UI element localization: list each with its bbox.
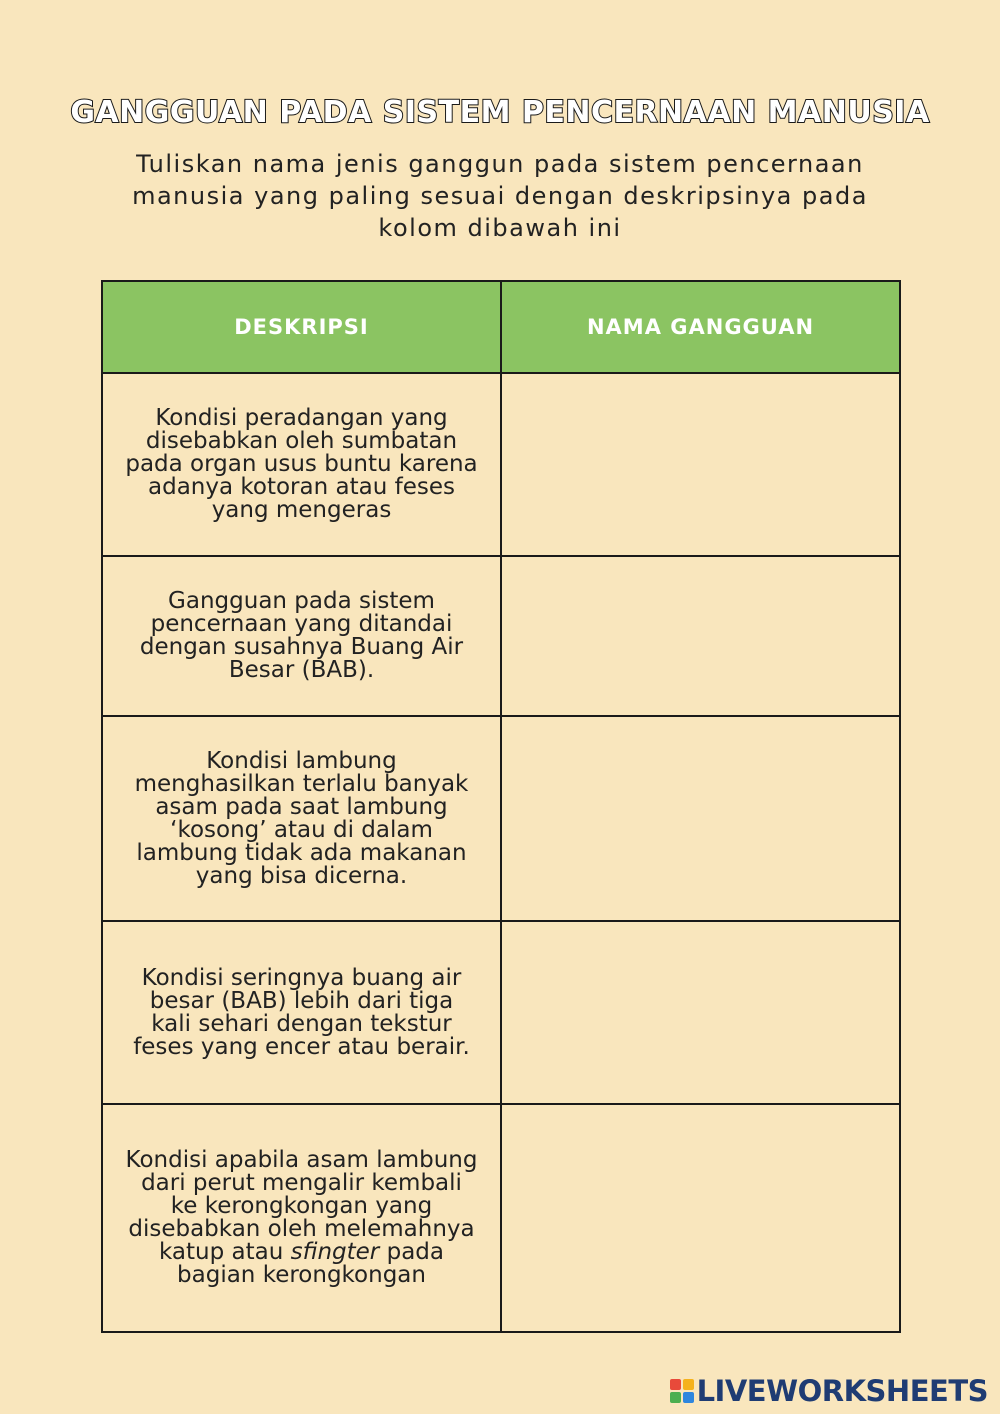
liveworksheets-logo <box>670 1374 988 1408</box>
answer-cell[interactable] <box>501 921 900 1104</box>
answer-cell[interactable] <box>501 373 900 556</box>
answer-cell[interactable] <box>501 1104 900 1332</box>
logo-square <box>670 1379 681 1390</box>
table-row <box>102 921 900 1104</box>
description-text: Kondisi seringnya buang air besar (BAB) lebih dari tiga kali sehari dengan tekstur feses yang encer atau berair. <box>133 964 470 1060</box>
logo-icon <box>670 1379 694 1403</box>
table-row <box>102 1104 900 1332</box>
description-text-part: Kondisi apabila asam lambung dari perut mengalir kembali ke kerongkongan yang disebabkan oleh melemahnya katup atau <box>125 1147 478 1265</box>
logo-text: LIVEWORKSHEETS <box>696 1374 988 1408</box>
worksheet-table <box>101 280 901 1333</box>
description-text <box>125 1149 478 1287</box>
description-cell <box>102 1104 501 1332</box>
column-header-description: DESKRIPSI <box>102 281 501 373</box>
description-cell <box>102 921 501 1104</box>
description-cell <box>102 556 501 716</box>
instructions: Tuliskan nama jenis ganggun pada sistem pencernaan manusia yang paling sesuai dengan deskripsinya pada kolom dibawah ini <box>132 150 868 242</box>
description-cell <box>102 373 501 556</box>
answer-cell[interactable] <box>501 556 900 716</box>
description-text: Kondisi peradangan yang disebabkan oleh sumbatan pada organ usus buntu karena adanya kotoran atau feses yang mengeras <box>125 405 478 523</box>
answer-cell[interactable] <box>501 716 900 921</box>
description-text: Gangguan pada sistem pencernaan yang ditandai dengan susahnya Buang Air Besar (BAB). <box>139 588 464 683</box>
worksheet-title: GANGGUAN PADA SISTEM PENCERNAAN MANUSIA <box>70 95 930 130</box>
description-text-part: pada bagian kerongkongan <box>177 1239 444 1288</box>
logo-square <box>683 1392 694 1403</box>
description-text: Kondisi lambung menghasilkan terlalu banyak asam pada saat lambung ‘kosong’ atau di dalam lambung tidak ada makanan yang bisa dicerna. <box>134 747 469 889</box>
table-row <box>102 373 900 556</box>
table-header-row <box>102 281 900 373</box>
logo-square <box>683 1379 694 1390</box>
description-text-italic: sfingter <box>290 1239 380 1265</box>
logo-square <box>670 1392 681 1403</box>
table-row <box>102 716 900 921</box>
column-header-answer: NAMA GANGGUAN <box>501 281 900 373</box>
table-row <box>102 556 900 716</box>
description-cell <box>102 716 501 921</box>
